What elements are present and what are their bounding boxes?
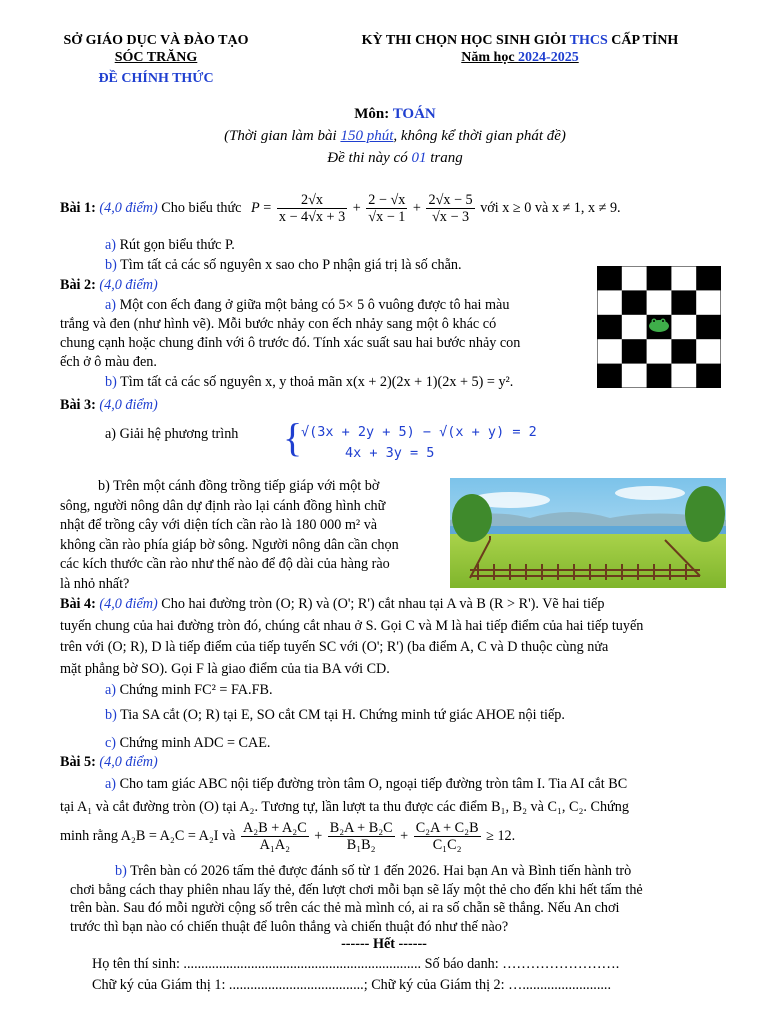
bai3-part-a: a) Giải hệ phương trình xyxy=(105,426,239,442)
black-cell xyxy=(597,315,622,339)
province-name: SÓC TRĂNG xyxy=(114,50,198,65)
header-left xyxy=(40,32,272,87)
end-marker: ------ Hết ------ xyxy=(341,936,427,952)
header-right xyxy=(315,32,725,66)
checkerboard-figure xyxy=(597,266,721,388)
black-cell xyxy=(696,364,721,388)
time-limit: (Thời gian làm bài 150 phút, không kể thời gian phát đề) xyxy=(224,128,566,144)
bai4-part-c: c) Chứng minh ADC = CAE. xyxy=(105,735,271,751)
black-cell xyxy=(622,339,647,363)
black-cell xyxy=(647,266,672,290)
equation-1: √(3x + 2y + 5) − √(x + y) = 2 xyxy=(301,424,537,440)
proctor-signature-line: Chữ ký của Giám thị 1: ......................................; Chữ ký của Giám thị 2: …......................... xyxy=(92,977,612,993)
candidate-info-line: Họ tên thí sinh: ................................................................... Số báo danh: ……………………. xyxy=(92,956,620,972)
bai1-part-a: a) Rút gọn biểu thức P. xyxy=(105,237,235,253)
bai5-header: Bài 5: (4,0 điểm) xyxy=(60,754,158,770)
bai5-part-a: a) Cho tam giác ABC nội tiếp đường tròn tâm O, ngoại tiếp đường tròn tâm I. Tia AI cắt BC tại A₁ và cắt đường tròn (O) tại A₂. Tương tự, lần lượt ta thu được các điểm B₁, B₂ và C₁, C₂. Chứng xyxy=(60,776,629,815)
bai2-part-a: a) Một con ếch đang ở giữa một bảng có 5× 5 ô vuông được tô hai màu trắng và đen (như hình vẽ). Mỗi bước nhảy con ếch nhảy sang một ô khác có chung cạnh hoặc chung đỉnh với ô trước đó. Tính xác suất sau hai bước nhảy con ếch ở ô màu đen. xyxy=(60,297,521,370)
bai2-part-b: b) Tìm tất cả các số nguyên x, y thoả mãn x(x + 2)(2x + 1)(2x + 5) = y². xyxy=(105,374,514,390)
bai1-header: Bài 1: (4,0 điểm) Cho biểu thức P = $\frac{2√x}{x - 4√x + 3}$ + $\frac{2 - √x}{√x - 1}$ + $\frac{2√x - 5}{√x - 3}$ với x ≥ 0 và x ≠ 1, x ≠ 9. xyxy=(60,192,621,225)
bai3-part-b: b) Trên một cánh đồng trồng tiếp giáp với một bờ sông, người nông dân dự định rào lại cánh đồng hình chữ nhật để trồng cây với diện tích cần rào là 180 000 m² và không cần rào phía giáp bờ sông. Người nông dân cần chọn các kích thước cần rào như thế nào để độ dài của hàng rào là nhỏ nhất? xyxy=(60,478,399,592)
department-name: SỞ GIÁO DỤC VÀ ĐÀO TẠO xyxy=(63,33,249,48)
bai5-inequality: minh rằng A₂B = A₂C = A₂I và $\frac{\text{A₂B + A₂C}}{\text{A₁A₂}}$ + $\frac{\text{B₂A + B₂C}}{\text{B₁B₂}}$ + $\frac{\text{C₂A + C₂B}}{\text{C₁C₂}}$ ≥ 12. xyxy=(60,820,516,854)
exam-title: KỲ THI CHỌN HỌC SINH GIỎI THCS CẤP TỈNH xyxy=(361,33,679,48)
subject-block xyxy=(150,103,640,169)
black-cell xyxy=(647,364,672,388)
page-count: Đề thi này có 01 trang xyxy=(327,150,463,166)
black-cell xyxy=(671,290,696,314)
bai3-header: Bài 3: (4,0 điểm) xyxy=(60,397,158,413)
bai1-fraction-2: $\frac{2 - √x}{√x - 1}$ xyxy=(368,192,406,225)
equation-2: 4x + 3y = 5 xyxy=(345,445,435,461)
black-cell xyxy=(696,315,721,339)
bai4-part-a: a) Chứng minh FC² = FA.FB. xyxy=(105,682,273,698)
bai4-text: Bài 4: (4,0 điểm) Cho hai đường tròn (O; R) và (O'; R') cắt nhau tại A và B (R > R'). Vẽ hai tiếp tuyến chung của hai đường tròn đó, chúng cắt nhau ở S. Gọi C và M là hai tiếp điểm của hai tiếp tuyến trên với (O; R), D là tiếp điểm của tiếp tuyến SC với (O'; R') (ba điểm A, C và D thuộc cùng nửa mặt phẳng bờ SO). Gọi F là giao điểm của tia BA với CD. xyxy=(60,596,644,677)
black-cell xyxy=(597,364,622,388)
bai4-part-b: b) Tia SA cắt (O; R) tại E, SO cắt CM tại H. Chứng minh tứ giác AHOE nội tiếp. xyxy=(105,707,565,723)
official-label: ĐỀ CHÍNH THỨC xyxy=(98,71,214,86)
field-fence-illustration xyxy=(450,478,726,588)
bai1-fraction-3: $\frac{2√x - 5}{√x - 3}$ xyxy=(428,192,473,225)
school-year: Năm học 2024-2025 xyxy=(461,50,579,65)
black-cell xyxy=(597,266,622,290)
black-cell xyxy=(622,290,647,314)
bai1-part-b: b) Tìm tất cả các số nguyên x sao cho P nhận giá trị là số chẵn. xyxy=(105,257,462,273)
black-cell xyxy=(671,339,696,363)
black-cell xyxy=(696,266,721,290)
bai1-fraction-1: $\frac{2√x}{x - 4√x + 3}$ xyxy=(278,192,346,225)
bai5-part-b: b) Trên bàn có 2026 tấm thẻ được đánh số từ 1 đến 2026. Hai bạn An và Bình tiến hành trò chơi bằng cách thay phiên nhau lấy thẻ, đến lượt chơi mỗi bạn sẽ lấy một thẻ cho đến khi hết tấm thẻ trên bàn. Sau đó mỗi người cộng số trên các thẻ mà mình có, ai ra số chẵn sẽ thắng. Nếu An chơi trước thì bạn nào có chiến thuật để luôn thắng và chiến thuật đó như thế nào? xyxy=(70,863,643,935)
bai2-header: Bài 2: (4,0 điểm) xyxy=(60,277,158,293)
subject-title: Môn: TOÁN xyxy=(354,106,436,122)
